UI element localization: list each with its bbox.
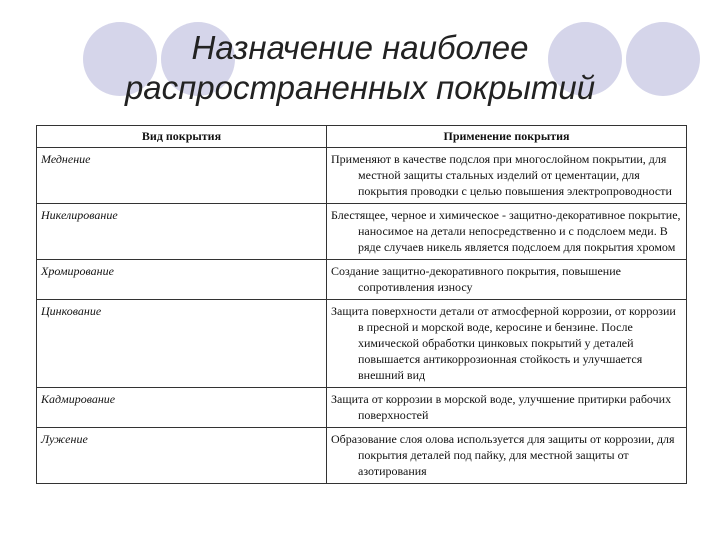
slide-title-line-1: Назначение наиболее — [191, 29, 529, 66]
covering-use-text: Создание защитно-декоративного покрытия, повышение сопротивления износу — [331, 264, 621, 294]
covering-use-cell — [327, 148, 687, 204]
covering-use-cell — [327, 428, 687, 484]
covering-kind-cell: Никелирование — [37, 204, 327, 260]
covering-use-text: Защита поверхности детали от атмосферной коррозии, от коррозии в пресной и морской воде, керосине и бензине. После химической обработки цинковых покрытий у деталей повышается антикоррозионная стойкость и улучшается внешний вид — [331, 304, 676, 382]
table-row — [37, 300, 687, 388]
covering-use-text: Блестящее, черное и химическое - защитно-декоративное покрытие, наносимое на детали непосредственно и с подслоем меди. В ряде случаев никель является подслоем для покрытия хромом — [331, 208, 681, 254]
table-row — [37, 260, 687, 300]
coverings-table — [36, 125, 687, 484]
covering-kind-cell: Хромирование — [37, 260, 327, 300]
covering-kind-cell: Лужение — [37, 428, 327, 484]
table-row — [37, 428, 687, 484]
covering-kind-cell: Кадмирование — [37, 388, 327, 428]
covering-use-cell — [327, 204, 687, 260]
slide-title — [0, 28, 720, 108]
covering-use-cell — [327, 300, 687, 388]
table-row — [37, 148, 687, 204]
covering-use-cell — [327, 388, 687, 428]
covering-kind-cell: Меднение — [37, 148, 327, 204]
covering-use-text: Образование слоя олова используется для защиты от коррозии, для покрытия деталей под пайку, для местной защиты от азотирования — [331, 432, 675, 478]
covering-use-text: Защита от коррозии в морской воде, улучшение притирки рабочих поверхностей — [331, 392, 672, 422]
slide-title-line-2: распространенных покрытий — [124, 69, 596, 106]
column-header-use: Применение покрытия — [327, 126, 687, 148]
table-row — [37, 388, 687, 428]
covering-use-cell — [327, 260, 687, 300]
covering-use-text: Применяют в качестве подслоя при многослойном покрытии, для местной защиты стальных изделий от цементации, для покрытия проводки с целью повышения электропроводности — [331, 152, 672, 198]
covering-kind-cell: Цинкование — [37, 300, 327, 388]
column-header-kind: Вид покрытия — [37, 126, 327, 148]
table-row — [37, 204, 687, 260]
table-header-row — [37, 126, 687, 148]
